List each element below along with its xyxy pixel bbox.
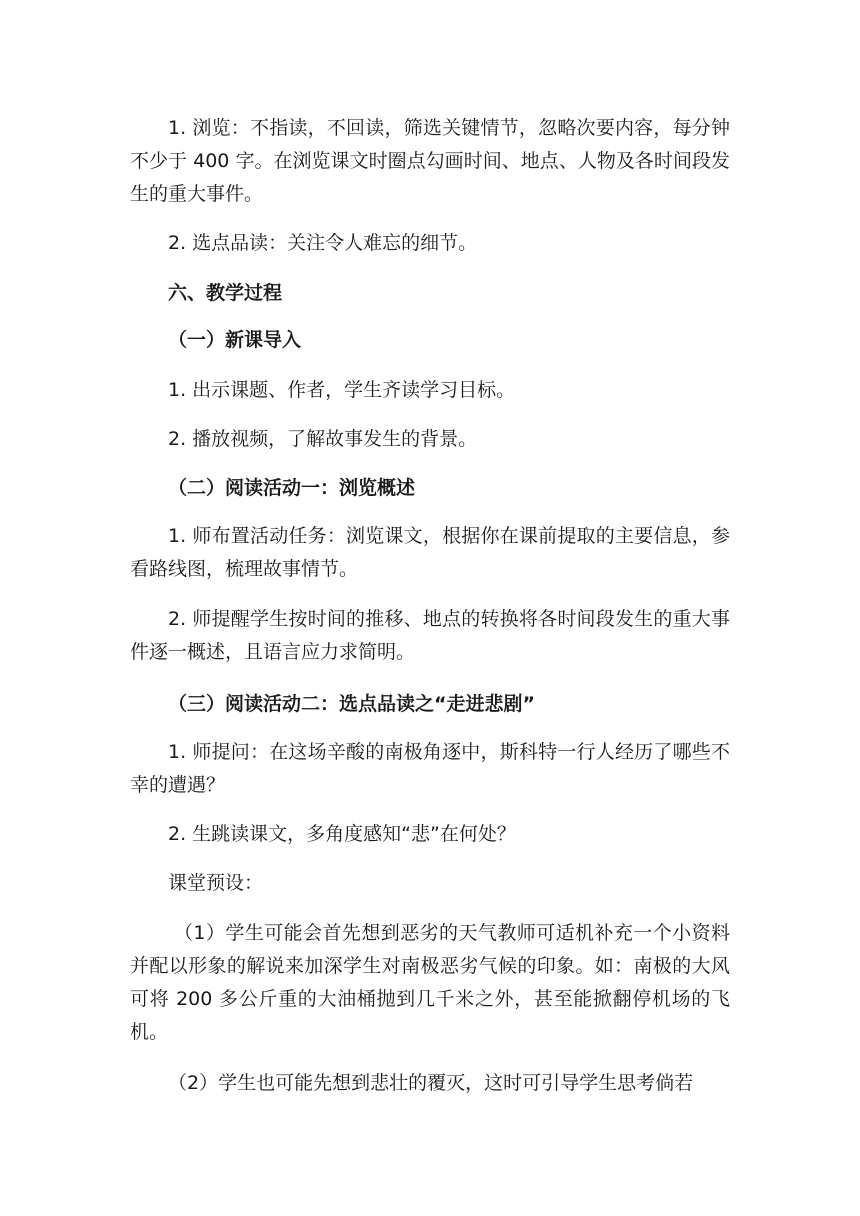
- paragraph-skim-reading: 2. 生跳读课文，多角度感知“悲”在何处？: [168, 823, 516, 845]
- paragraph-class-presets: 课堂预设：: [168, 872, 264, 894]
- section-heading-teaching-process: 六、教学过程: [168, 282, 283, 304]
- paragraph-teacher-reminder: 2. 师提醒学生按时间的推移、地点的转换将各时间段发生的重大事件逐一概述，且语言应力求简明。: [130, 608, 730, 663]
- paragraph-assign-task: 1. 师布置活动任务：浏览课文，根据你在课前提取的主要信息，参看路线图，梳理故事情节。: [130, 525, 730, 580]
- paragraph-select-reading: 2. 选点品读：关注令人难忘的细节。: [168, 232, 478, 254]
- paragraph-teacher-question: 1. 师提问：在这场辛酸的南极角逐中，斯科特一行人经历了哪些不幸的遭遇？: [130, 741, 730, 796]
- subheading-reading-activity-one: （二）阅读活动一：浏览概述: [168, 477, 416, 499]
- subheading-reading-activity-two: （三）阅读活动二：选点品读之“走进悲剧”: [168, 693, 535, 715]
- paragraph-preset-one: （1）学生可能会首先想到恶劣的天气教师可适机补充一个小资料并配以形象的解说来加深学生对南极恶劣气候的印象。如：南极的大风可将 200 多公斤重的大油桶抛到几千米之外，甚至能掀翻停机场的飞机。: [130, 922, 730, 1043]
- subheading-new-lesson-intro: （一）新课导入: [168, 329, 302, 351]
- paragraph-browse-method: 1. 浏览：不指读，不回读，筛选关键情节，忽略次要内容，每分钟不少于 400 字。在浏览课文时圈点勾画时间、地点、人物及各时间段发生的重大事件。: [130, 117, 730, 205]
- paragraph-show-title: 1. 出示课题、作者，学生齐读学习目标。: [168, 379, 516, 401]
- paragraph-preset-two: （2）学生也可能先想到悲壮的覆灭，这时可引导学生思考倘若: [168, 1072, 694, 1094]
- paragraph-play-video: 2. 播放视频，了解故事发生的背景。: [168, 428, 478, 450]
